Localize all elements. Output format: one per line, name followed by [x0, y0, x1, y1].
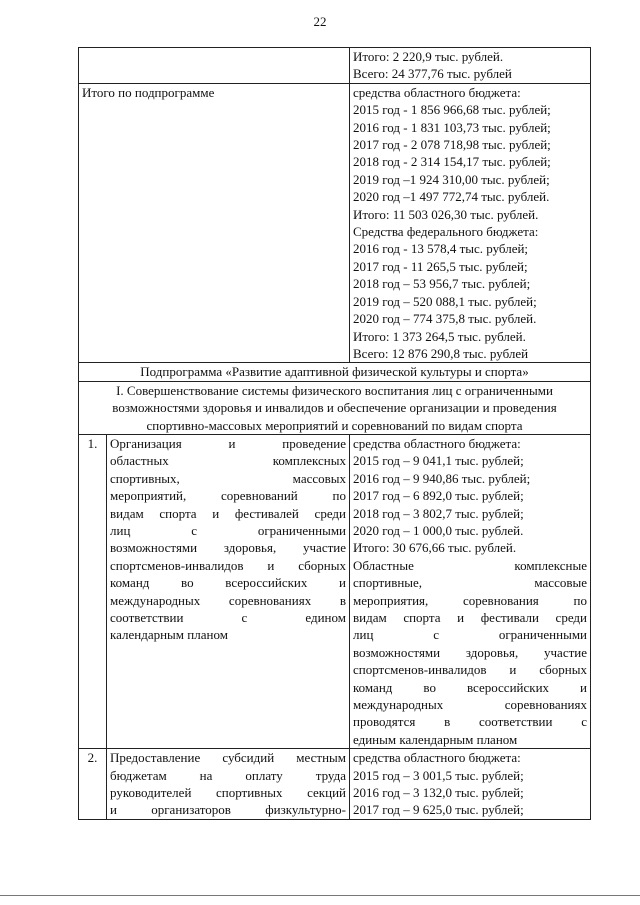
text-line: видам спорта и фестивали среди [353, 610, 587, 625]
subprogram-title: Подпрограмма «Развитие адаптивной физической культуры и спорта» [79, 363, 591, 381]
item-number: 2. [79, 749, 107, 820]
text-line: Всего: 24 377,76 тыс. рублей [353, 66, 512, 82]
text-line: Итого: 11 503 026,30 тыс. рублей. [353, 206, 539, 222]
text-line: Итого: 2 220,9 тыс. рублей. [353, 49, 504, 64]
text-line: мероприятий, соревнований по [110, 488, 346, 504]
text-line: международных соревнованиях [353, 697, 587, 713]
text-line: мероприятия, соревнования по [353, 592, 587, 608]
text-line: 2017 год – 9 625,0 тыс. рублей; [353, 802, 524, 818]
table-row [79, 48, 591, 84]
text-line: 2020 год – 774 375,8 тыс. рублей. [353, 311, 537, 327]
text-line: международных соревнованиях в [110, 592, 346, 608]
text-line: 2017 год - 2 078 718,98 тыс. рублей; [353, 137, 551, 153]
funding-cell [350, 48, 591, 84]
text-line: спортивных, массовых [110, 470, 346, 486]
text-line: 2016 год - 13 578,4 тыс. рублей; [353, 241, 529, 257]
text-line: 2015 год - 1 856 966,68 тыс. рублей; [353, 102, 551, 118]
item-funding [350, 434, 591, 748]
text-line: лиц с ограниченными [353, 627, 587, 643]
text-line: календарным планом [110, 627, 228, 643]
text-line: средства областного бюджета: [353, 750, 521, 766]
text-line: проводятся в соответствии с [353, 714, 587, 730]
item-number: 1. [79, 434, 107, 748]
text-line: 2019 год –1 924 310,00 тыс. рублей; [353, 171, 550, 187]
text-line: 2016 год - 1 831 103,73 тыс. рублей; [353, 119, 551, 135]
text-line: лиц с ограниченными [110, 522, 346, 538]
program-table [78, 47, 591, 820]
funding-cell [350, 83, 591, 363]
text-line: бюджетам на оплату труда [110, 767, 346, 783]
page-bottom-rule [0, 895, 640, 896]
text-line: 2018 год – 53 956,7 тыс. рублей; [353, 276, 531, 292]
text-line: 2020 год –1 497 772,74 тыс. рублей. [353, 189, 550, 205]
table-row [79, 381, 591, 434]
text-line: областных комплексных [110, 453, 346, 469]
text-line: 2016 год – 3 132,0 тыс. рублей; [353, 785, 524, 801]
text-line: Итого: 30 676,66 тыс. рублей. [353, 540, 517, 556]
text-line: спортсменов-инвалидов и сборных [353, 662, 587, 678]
text-line: Всего: 12 876 290,8 тыс. рублей [353, 345, 529, 361]
text-line: руководителей спортивных секций [110, 785, 346, 801]
text-line: видам спорта и фестивалей среди [110, 505, 346, 521]
text-line: средства областного бюджета: [353, 435, 521, 451]
text-line: команд во всероссийских и [353, 679, 587, 695]
text-line: 2019 год – 520 088,1 тыс. рублей; [353, 293, 537, 309]
text-line: 2020 год – 1 000,0 тыс. рублей. [353, 522, 524, 538]
total-label: Итого по подпрограмме [82, 84, 215, 100]
text-line: 2018 год – 3 802,7 тыс. рублей; [353, 505, 524, 521]
text-line: единым календарным планом [353, 731, 518, 747]
empty-cell [79, 48, 350, 84]
text-line: Предоставление субсидий местным [110, 750, 346, 766]
text-line: Организация и проведение [110, 435, 346, 451]
text-line: 2018 год - 2 314 154,17 тыс. рублей; [353, 154, 551, 170]
text-line: 2016 год – 9 940,86 тыс. рублей; [353, 470, 531, 486]
text-line: команд во всероссийских и [110, 575, 346, 591]
text-line: Итого: 1 373 264,5 тыс. рублей. [353, 328, 526, 344]
text-line: спортсменов-инвалидов и сборных [110, 557, 346, 573]
table-row [79, 434, 591, 748]
item-funding [350, 749, 591, 820]
total-label-cell [79, 83, 350, 363]
section-title: I. Совершенствование системы физического воспитания лиц с ограниченными возможностями здоровья и инвалидов и обеспечение организации и проведения спортивно-массовых мероприятий и соревнований по видам спорта [79, 381, 591, 434]
text-line: 2015 год – 3 001,5 тыс. рублей; [353, 767, 524, 783]
text-line: спортивные, массовые [353, 575, 587, 591]
text-line: и организаторов физкультурно- [110, 802, 346, 818]
text-line: Областные комплексные [353, 557, 587, 573]
text-line: 2017 год - 11 265,5 тыс. рублей; [353, 258, 528, 274]
text-line: возможностями здоровья, участие [353, 644, 587, 660]
item-description [107, 749, 350, 820]
table-row [79, 363, 591, 381]
text-line: соответствии с едином [110, 610, 346, 625]
text-line: Средства федерального бюджета: [353, 224, 539, 240]
item-description [107, 434, 350, 748]
page-number: 22 [313, 14, 327, 29]
table-row [79, 83, 591, 363]
table-row [79, 749, 591, 820]
text-line: 2015 год – 9 041,1 тыс. рублей; [353, 453, 524, 469]
text-line: 2017 год – 6 892,0 тыс. рублей; [353, 488, 524, 504]
text-line: средства областного бюджета: [353, 84, 521, 100]
text-line: возможностями здоровья, участие [110, 540, 346, 556]
